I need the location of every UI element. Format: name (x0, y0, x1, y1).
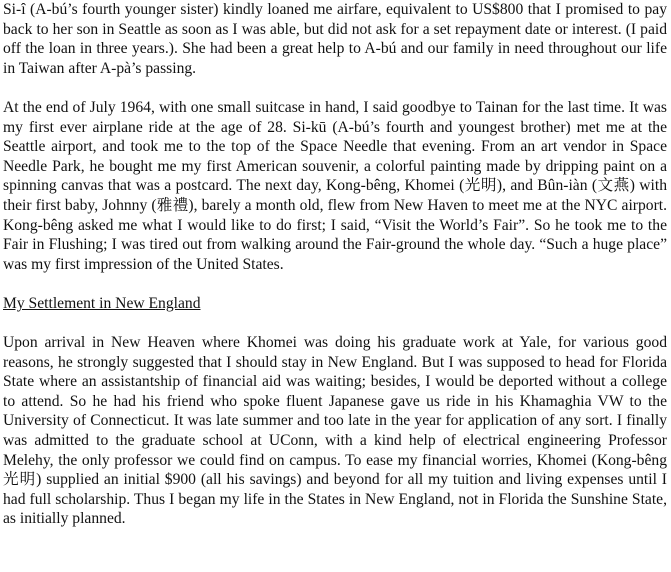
paragraph-new-england-settlement: Upon arrival in New Heaven where Khomei was doing his graduate work at Yale, for various good reasons, he strongly suggested that I should stay in New England. But I was supposed to head for Florida State where an assistantship of financial aid was waiting; besides, I would be deported without a college to attend. So he had his friend who spoke fluent Japanese gave us ride in his Khamaghia VW to the University of Connecticut. It was late summer and too late in the year for application of any sort. I finally was admitted to the graduate school at UConn, with a kind help of electrical engineering Professor Melehy, the only professor we could find on campus. To ease my financial worries, Khomei (Kong-bêng 光明) supplied an initial $900 (all his savings) and beyond for all my tuition and living expenses until I had full scholarship. Thus I began my life in the States in New England, not in Florida the Sunshine State, as initially planned. (3, 334, 667, 528)
paragraph-arrival-1964: At the end of July 1964, with one small suitcase in hand, I said goodbye to Tainan for the last time. It was my first ever airplane ride at the age of 28. Si-kū (A-bú’s fourth and youngest brother) met me at the Seattle airport, and took me to the top of the Space Needle that evening. From an art vendor in Space Needle Park, he bought me my first American souvenir, a colorful painting made by dripping paint on a spinning canvas that was a postcard. The next day, Kong-bêng, Khomei (光明), and Bûn-iàn (文燕) with their first baby, Johnny (雅禮), barely a month old, flew from New Haven to meet me at the NYC airport. Kong-bêng asked me what I would like to do first; I said, “Visit the World’s Fair”. So he took me to the Fair in Flushing; I was tired out from walking around the Fair-ground the whole day. “Such a huge place” was my first impression of the United States. (3, 98, 667, 273)
section-heading: My Settlement in New England (3, 294, 201, 312)
paragraph-airfare-loan: Si-î (A-bú’s fourth younger sister) kindly loaned me airfare, equivalent to US$800 that I promised to pay back to her son in Seattle as soon as I was able, but did not ask for a set repayment date or interest. (I paid off the loan in three years.). She had been a great help to A-bú and our family in need throughout our life in Taiwan after A-pà’s passing. (3, 1, 667, 77)
document-page (3, 0, 667, 529)
